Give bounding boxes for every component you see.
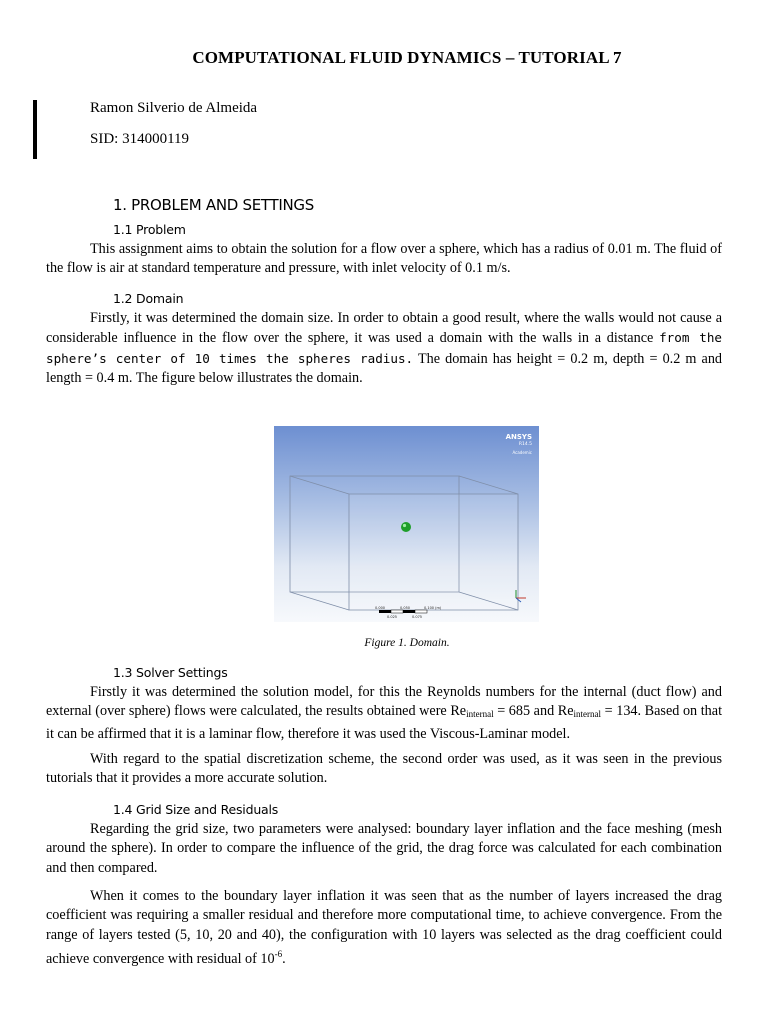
domain-paragraph (46, 309, 722, 389)
domain-text-mono: from the sphere’s center of 10 times the spheres radius. (46, 330, 722, 366)
section-heading-problem-and-settings: 1. PROBLEM AND SETTINGS (113, 196, 314, 214)
solver-paragraph-2: With regard to the spatial discretization scheme, the second order was used, as it was seen in the previous tutorials that it provides a more accurate solution. (46, 751, 722, 787)
problem-paragraph: This assignment aims to obtain the solution for a flow over a sphere, which has a radius of 0.01 m. The fluid of the flow is air at standard temperature and pressure, with inlet velocity of 0.1 m/s. (46, 241, 722, 277)
domain-figure: ANSYS R14.5 Academic 0.000 0.050 0.100 (m) 0.025 0.075 (274, 426, 539, 622)
subsection-heading-grid-size: 1.4 Grid Size and Residuals (113, 802, 279, 817)
subsection-heading-domain: 1.2 Domain (113, 291, 184, 306)
margin-bar (33, 100, 37, 159)
ansys-logo: ANSYS R14.5 Academic (505, 433, 532, 455)
domain-box-render (274, 426, 539, 622)
subsection-heading-solver-settings: 1.3 Solver Settings (113, 665, 228, 680)
student-id: SID: 314000119 (90, 131, 190, 147)
author-name: Ramon Silverio de Almeida (90, 100, 258, 116)
solver-paragraph-1: Firstly it was determined the solution model, for this the Reynolds numbers for the internal (duct flow) and external (over sphere) flows were calculated, the results obtained were $Re_{internal} = 685$ and $Re_{internal} = 134$. Based on that it can be affirmed that it is a laminar flow, therefore it was used the Viscous-Laminar model. (46, 684, 723, 742)
subsection-heading-problem: 1.1 Problem (113, 222, 186, 237)
figure-caption: Figure 1. Domain. (364, 637, 450, 649)
domain-text-part-b: The domain has height = 0.2 m, depth = 0.2 m and length = 0.4 m. The figure below illustrates the domain. (46, 350, 723, 387)
front-face (349, 494, 518, 610)
domain-text-part-a: Firstly, it was determined the domain size. In order to obtain a good result, where the walls would not cause a considerable influence in the flow over the sphere, it was used a domain with the walls in a distance (46, 310, 722, 347)
document-title: COMPUTATIONAL FLUID DYNAMICS – TUTORIAL 7 (192, 48, 622, 67)
grid-paragraph-1: Regarding the grid size, two parameters were analysed: boundary layer inflation and the face meshing (mesh around the sphere). In order to compare the influence of the grid, the drag force was calculated for each combination and then compared. (46, 821, 722, 876)
scale-bar (379, 610, 427, 613)
grid-paragraph-2: When it comes to the boundary layer inflation it was seen that as the number of layers increased the drag coefficient was requiring a smaller residual and therefore more computational time, to achieve convergence. From the range of layers tested (5, 10, 20 and 40), the configuration with 10 layers was selected as the drag coefficient could achieve convergence with residual of $10^{-6}$. (46, 888, 722, 968)
sphere (401, 522, 411, 532)
